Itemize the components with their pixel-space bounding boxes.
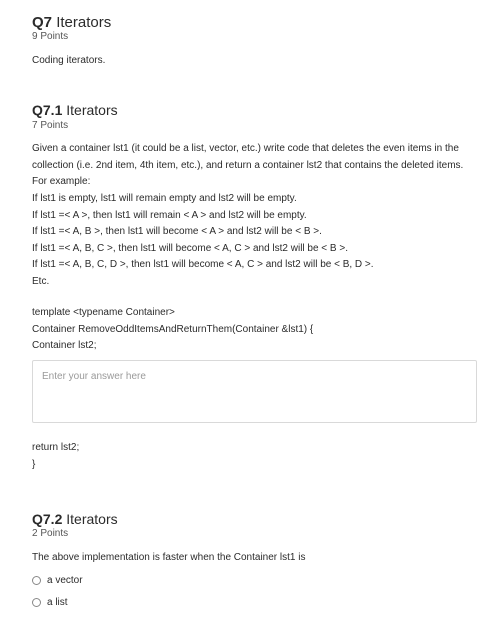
q72-prompt: The above implementation is faster when the Container lst1 is	[32, 552, 306, 563]
q72-points: 2 Points	[32, 528, 69, 539]
option-vector-label: a vector	[47, 575, 83, 586]
radio-icon[interactable]	[32, 598, 41, 607]
code-line-template: template <typename Container>	[32, 307, 175, 318]
q71-title	[32, 102, 118, 118]
radio-icon[interactable]	[32, 576, 41, 585]
q71-example-4: If lst1 =< A, B, C >, then lst1 will become < A, C > and lst2 will be < B >.	[32, 242, 348, 254]
q71-points: 7 Points	[32, 120, 69, 131]
option-list-label: a list	[47, 597, 68, 608]
q7-points: 9 Points	[32, 31, 69, 42]
option-vector[interactable]	[32, 575, 83, 586]
code-line-decl: Container lst2;	[32, 340, 97, 351]
q71-title-text: Iterators	[66, 102, 118, 118]
q7-title-text: Iterators	[56, 14, 112, 31]
option-list[interactable]	[32, 597, 68, 608]
code-line-return: return lst2;	[32, 442, 80, 453]
q7-number: Q7	[32, 14, 53, 31]
q71-etc: Etc.	[32, 275, 50, 287]
q71-example-5: If lst1 =< A, B, C, D >, then lst1 will become < A, C > and lst2 will be < B, D >.	[32, 259, 374, 270]
answer-input[interactable]: Enter your answer here	[32, 360, 477, 423]
q71-example-3: If lst1 =< A, B >, then lst1 will become < A > and lst2 will be < B >.	[32, 226, 322, 237]
q72-number: Q7.2	[32, 511, 63, 527]
q72-title	[32, 511, 118, 527]
q72-title-text: Iterators	[66, 511, 118, 527]
q71-number: Q7.1	[32, 102, 63, 118]
code-line-close: }	[32, 458, 36, 470]
code-line-signature: Container RemoveOddItemsAndReturnThem(Container &lst1) {	[32, 323, 314, 335]
q71-example-1: If lst1 is empty, lst1 will remain empty and lst2 will be empty.	[32, 193, 297, 204]
q7-title	[32, 14, 111, 31]
q71-example-2: If lst1 =< A >, then lst1 will remain < A > and lst2 will be empty.	[32, 209, 307, 221]
q71-intro: Given a container lst1 (it could be a list, vector, etc.) write code that deletes the even items in the collection (i.e. 2nd item, 4th item, etc.), and return a container lst2 that contains the deleted items. For example:	[32, 143, 464, 187]
q7-description: Coding iterators.	[32, 55, 106, 66]
